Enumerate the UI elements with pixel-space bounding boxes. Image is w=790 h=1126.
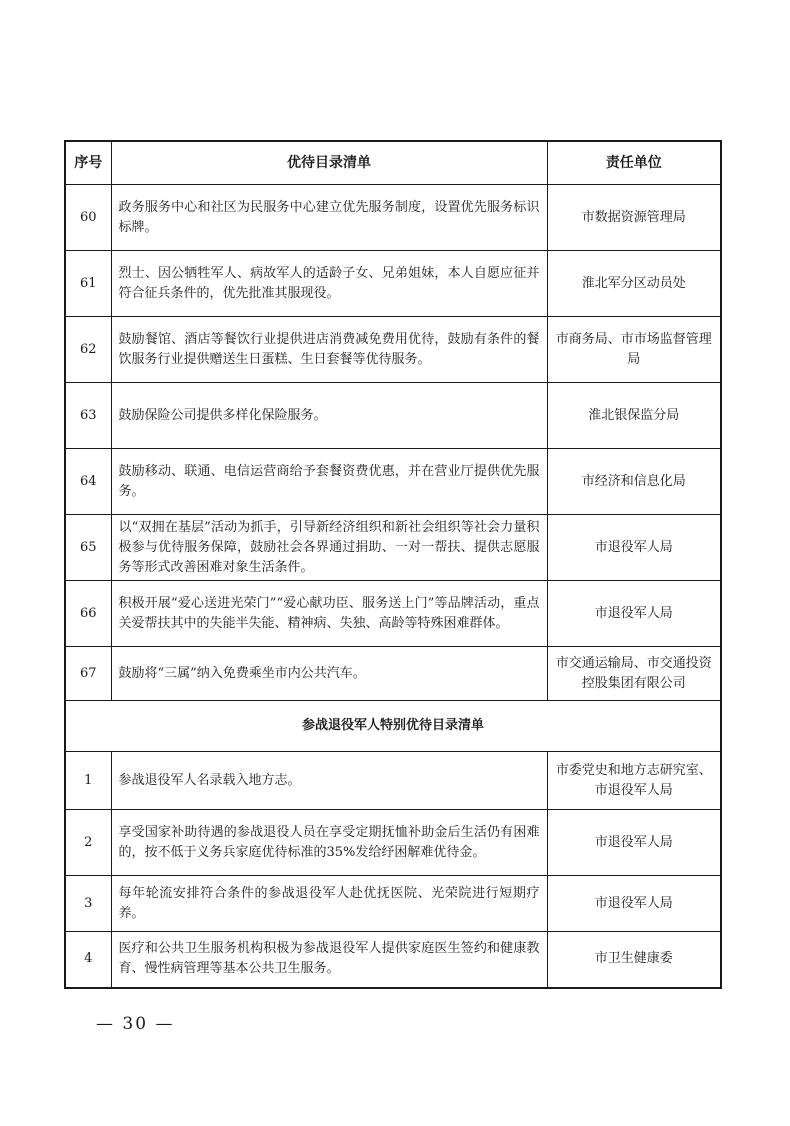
row-number: 61 — [65, 251, 111, 317]
row-unit: 市退役军人局 — [547, 581, 721, 647]
table-row — [65, 932, 721, 988]
preferential-treatment-table — [64, 140, 722, 989]
section-header-row — [65, 701, 721, 752]
row-item: 鼓励餐馆、酒店等餐饮行业提供进店消费减免费用优待，鼓励有条件的餐饮服务行业提供赠送生日蛋糕、生日套餐等优待服务。 — [111, 317, 547, 383]
table-row — [65, 185, 721, 251]
table-row — [65, 876, 721, 932]
row-item: 医疗和公共卫生服务机构积极为参战退役军人提供家庭医生签约和健康教育、慢性病管理等基本公共卫生服务。 — [111, 932, 547, 988]
row-unit: 市委党史和地方志研究室、市退役军人局 — [547, 752, 721, 810]
row-unit: 市交通运输局、市交通投资控股集团有限公司 — [547, 647, 721, 701]
row-unit: 淮北军分区动员处 — [547, 251, 721, 317]
row-unit: 市卫生健康委 — [547, 932, 721, 988]
row-item: 享受国家补助待遇的参战退役人员在享受定期抚恤补助金后生活仍有困难的，按不低于义务兵家庭优待标准的35%发给纾困解难优待金。 — [111, 810, 547, 876]
table-row — [65, 647, 721, 701]
row-item: 政务服务中心和社区为民服务中心建立优先服务制度，设置优先服务标识标牌。 — [111, 185, 547, 251]
row-number: 67 — [65, 647, 111, 701]
column-header-unit: 责任单位 — [547, 141, 721, 185]
row-number: 60 — [65, 185, 111, 251]
page-number: — 30 — — [96, 1014, 175, 1034]
row-number: 2 — [65, 810, 111, 876]
section-title: 参战退役军人特别优待目录清单 — [65, 701, 721, 752]
row-item: 鼓励保险公司提供多样化保险服务。 — [111, 383, 547, 449]
table-row — [65, 251, 721, 317]
row-unit: 市经济和信息化局 — [547, 449, 721, 515]
row-unit: 市退役军人局 — [547, 515, 721, 581]
row-number: 4 — [65, 932, 111, 988]
column-header-item: 优待目录清单 — [111, 141, 547, 185]
row-unit: 市商务局、市市场监督管理局 — [547, 317, 721, 383]
table-row — [65, 581, 721, 647]
table-row — [65, 810, 721, 876]
table-row — [65, 515, 721, 581]
row-unit: 市退役军人局 — [547, 876, 721, 932]
row-item: 鼓励将“三属”纳入免费乘坐市内公共汽车。 — [111, 647, 547, 701]
row-item: 以“双拥在基层”活动为抓手，引导新经济组织和新社会组织等社会力量积极参与优待服务保障，鼓励社会各界通过捐助、一对一帮扶、提供志愿服务等形式改善困难对象生活条件。 — [111, 515, 547, 581]
table-row — [65, 383, 721, 449]
row-item: 烈士、因公牺牲军人、病故军人的适龄子女、兄弟姐妹，本人自愿应征并符合征兵条件的，优先批准其服现役。 — [111, 251, 547, 317]
row-unit: 市退役军人局 — [547, 810, 721, 876]
table-row — [65, 449, 721, 515]
row-item: 每年轮流安排符合条件的参战退役军人赴优抚医院、光荣院进行短期疗养。 — [111, 876, 547, 932]
row-number: 63 — [65, 383, 111, 449]
row-number: 3 — [65, 876, 111, 932]
row-number: 1 — [65, 752, 111, 810]
row-unit: 市数据资源管理局 — [547, 185, 721, 251]
row-item: 鼓励移动、联通、电信运营商给予套餐资费优惠，并在营业厅提供优先服务。 — [111, 449, 547, 515]
row-number: 66 — [65, 581, 111, 647]
row-item: 参战退役军人名录载入地方志。 — [111, 752, 547, 810]
row-number: 65 — [65, 515, 111, 581]
table-row — [65, 752, 721, 810]
row-unit: 淮北银保监分局 — [547, 383, 721, 449]
row-number: 64 — [65, 449, 111, 515]
row-number: 62 — [65, 317, 111, 383]
row-item: 积极开展“爱心送进光荣门”“爱心献功臣、服务送上门”等品牌活动，重点关爱帮扶其中的失能半失能、精神病、失独、高龄等特殊困难群体。 — [111, 581, 547, 647]
table-row — [65, 317, 721, 383]
column-header-no: 序号 — [65, 141, 111, 185]
table-header-row — [65, 141, 721, 185]
